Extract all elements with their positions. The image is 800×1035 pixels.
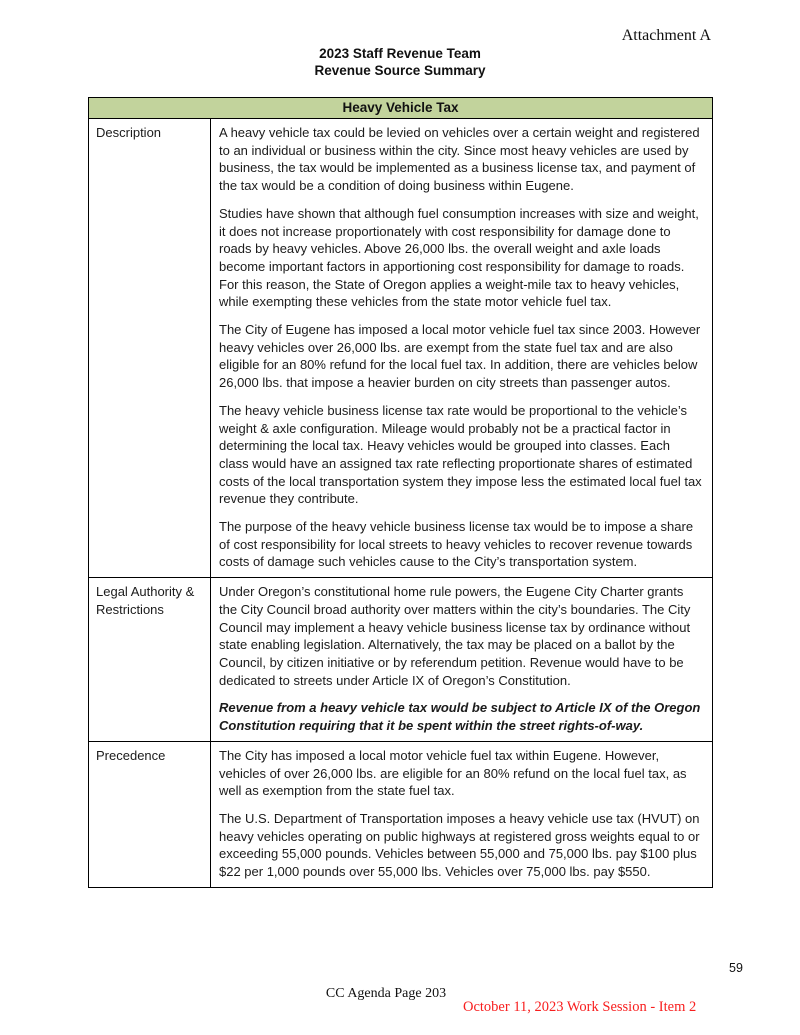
paragraph: Studies have shown that although fuel consumption increases with size and weight, it does not increase proportionately with cost responsibility for damage done to roads by heavy vehicles. Above 26,000 lbs. the overall weight and axle loads become important factors in apportioning cost responsibility for damage to roads. For this reason, the State of Oregon applies a weight-mile tax to heavy vehicles, while exempting these vehicles from the state motor vehicle fuel tax. [219,205,699,310]
footer-agenda-page: CC Agenda Page 203 [325,986,447,1001]
table-title: Heavy Vehicle Tax [89,98,713,119]
paragraph: The purpose of the heavy vehicle business license tax would be to impose a share of cost responsibility for local streets to heavy vehicles to recover revenue towards costs of damage such vehicles cause to the City’s transportation system. [219,519,694,570]
legal-authority-cell [211,578,713,742]
table-row-description [89,119,713,578]
page-number: 59 [729,961,743,975]
header-line2: Revenue Source Summary [314,63,486,78]
row-label-legal-authority: Legal Authority & Restrictions [89,578,211,742]
description-cell [211,119,713,578]
footer-work-session: October 11, 2023 Work Session - Item 2 [463,999,697,1015]
header-line1: 2023 Staff Revenue Team [319,46,481,61]
paragraph: Under Oregon’s constitutional home rule powers, the Eugene City Charter grants the City Council broad authority over matters within the city’s boundaries. The City Council may implement a heavy vehicle business license tax by ordinance without state enabling legislation. Alternatively, the tax may be placed on a ballot by the Council, by citizen initiative or by referendum petition. Revenue would have to be dedicated to streets under Article IX of Oregon’s Constitution. [219,584,691,688]
paragraph: The City of Eugene has imposed a local motor vehicle fuel tax since 2003. However heavy vehicles over 26,000 lbs. are exempt from the state fuel tax and are also eligible for an 80% refund for the local fuel tax. In addition, there are vehicles below 26,000 lbs. that impose a heavier burden on city streets than passenger autos. [219,322,701,391]
revenue-table [88,97,713,888]
paragraph: A heavy vehicle tax could be levied on vehicles over a certain weight and registered to an individual or business within the city. Since most heavy vehicles are used by business, the tax would be implemented as a business license tax, and payment of the tax would be a condition of doing business within Eugene. [219,125,700,194]
row-label-precedence: Precedence [89,741,211,887]
precedence-cell [211,741,713,887]
table-row-legal-authority [89,578,713,742]
table-title-row [89,98,713,119]
row-label-description: Description [89,119,211,578]
paragraph: The U.S. Department of Transportation imposes a heavy vehicle use tax (HVUT) on heavy vehicles operating on public highways at registered gross weights equal to or exceeding 55,000 pounds. Vehicles between 55,000 and 75,000 lbs. pay $100 plus $22 per 1,000 pounds over 55,000 lbs. Vehicles over 75,000 lbs. pay $550. [219,810,700,880]
attachment-label: Attachment A [621,27,711,44]
table-row-precedence [89,741,713,887]
paragraph: The heavy vehicle business license tax rate would be proportional to the vehicle’s weight & axle configuration. Mileage would probably not be a practical factor in determining the local tax. Heavy vehicles would be grouped into classes. Each class would have an assigned tax rate reflecting proportionate shares of estimated costs of the local transportation system they impose less the estimated local fuel tax revenue they contribute. [219,402,702,507]
paragraph: The City has imposed a local motor vehicle fuel tax within Eugene. However, vehicles of over 26,000 lbs. are eligible for an 80% refund on the local fuel tax, as well as exemption from the state fuel tax. [219,747,687,799]
emphasis-paragraph: Revenue from a heavy vehicle tax would be subject to Article IX of the Oregon Constitution requiring that it be spent within the street rights-of-way. [219,700,701,734]
document-header [0,45,800,79]
